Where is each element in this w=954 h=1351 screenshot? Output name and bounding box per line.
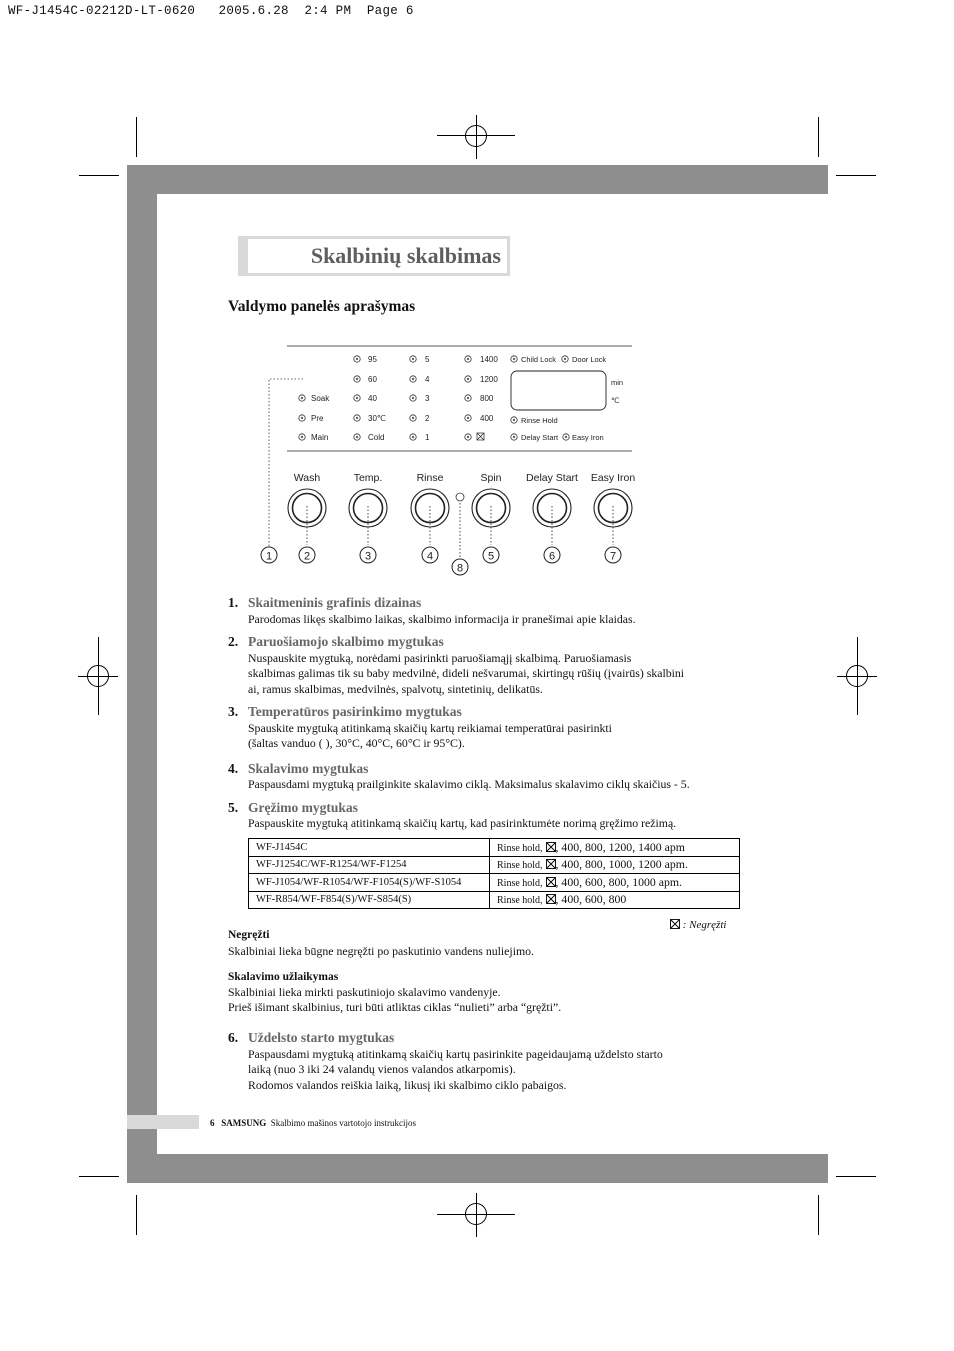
- crop-mark: [818, 117, 819, 157]
- table-row: [249, 856, 740, 874]
- indicator-led-dot: [565, 436, 567, 438]
- rinse-hold-label: Rinse Hold: [521, 416, 558, 425]
- rinse-option-label: 4: [425, 375, 430, 384]
- indicator-led-dot: [356, 417, 358, 419]
- section-4-text: Paspausdami mygtuką prailginkite skalavimo ciklą. Maksimalus skalavimo ciklų skaičius - 5.: [248, 777, 690, 791]
- table-cell-speeds: Rinse hold, , 400, 600, 800: [490, 891, 740, 909]
- indicator-led-dot: [412, 436, 414, 438]
- print-header: WF-J1454C-02212D-LT-0620 2005.6.28 2:4 PM Page 6: [8, 4, 414, 18]
- knob-label: Easy Iron: [590, 472, 636, 484]
- registration-mark-left: [78, 637, 118, 715]
- table-row: [249, 874, 740, 892]
- easy-iron-label: Easy Iron: [572, 433, 604, 442]
- indicator-led-dot: [356, 397, 358, 399]
- rinse-option-label: 1: [425, 433, 430, 442]
- indicator-led-dot: [564, 358, 566, 360]
- brand-name: SAMSUNG: [221, 1118, 267, 1128]
- table-cell-speeds: Rinse hold, , 400, 800, 1200, 1400 apm: [490, 839, 740, 857]
- table-cell-model: WF-J1254C/WF-R1254/WF-F1254: [249, 856, 490, 874]
- left-band: [127, 165, 157, 1183]
- temp-option-label: 95: [368, 355, 377, 364]
- section-1-heading: 1. Skaitmeninis grafinis dizainas: [228, 595, 422, 610]
- indicator-led-dot: [356, 378, 358, 380]
- callout-number: 4: [426, 550, 434, 563]
- display-unit-celsius: ℃: [611, 396, 620, 405]
- page-title: Skalbinių skalbimas: [310, 243, 501, 268]
- display-unit-min: min: [611, 378, 624, 387]
- indicator-led-dot: [467, 397, 469, 399]
- spin-option-label: 800: [480, 394, 494, 403]
- wash-option-label: Main: [311, 433, 329, 442]
- section-4-heading: 4. Skalavimo mygtukas: [228, 761, 369, 776]
- spin-option-label: 1200: [480, 375, 498, 384]
- table-cell-speeds: Rinse hold, , 400, 800, 1000, 1200 apm.: [490, 856, 740, 874]
- spin-option-label: 1400: [480, 355, 498, 364]
- section-5-text: Paspauskite mygtuką atitinkamą skaičių kartų, kad pasirinktumėte norimą gręžimo režimą.: [248, 816, 677, 830]
- temp-option-label: 60: [368, 375, 377, 384]
- section-title: Valdymo panelės aprašymas: [228, 298, 416, 315]
- table-row: [249, 839, 740, 857]
- knob-label: Delay Start: [526, 472, 578, 484]
- indicator-led-dot: [467, 436, 469, 438]
- table-cell-model: WF-J1054/WF-R1054/WF-F1054(S)/WF-S1054: [249, 874, 490, 892]
- no-spin-icon: [546, 875, 556, 889]
- section-2-text: Nuspauskite mygtuką, norėdami pasirinkti paruošiamąjį skalbimą. Paruošiamasis skalbimas galimas tik su baby medvilnė, dideli nešvarumai, skirtingų rūšių (įvairūs) skalbini ai, ramus skalbimas, medvilnės, spalvotų, sintetinių, delikatūs.: [248, 651, 685, 696]
- section-3-text: Spauskite mygtuką atitinkamą skaičių kartų reikiamai temperatūrai pasirinkti (šaltas vanduo ( ), 30°C, 40°C, 60°C ir 95°C).: [248, 721, 612, 751]
- note-no-spin-heading: Negręžti: [228, 929, 270, 941]
- wash-option-label: Pre: [311, 414, 324, 423]
- section-6-text: Paspausdami mygtuką atitinkamą skaičių kartų pasirinkite pageidaujamą uždelsto starto laiką (nuo 3 iki 24 valandų vienos valandos atkarpomis). Rodomos valandos reiškia laiką, likusį iki skalbimo ciklo pabaigos.: [248, 1047, 663, 1092]
- callout-number: 7: [609, 550, 617, 563]
- delay-start-label: Delay Start: [521, 433, 559, 442]
- knob-label: Rinse: [416, 472, 444, 484]
- no-spin-icon: [546, 840, 556, 854]
- callout-number: 6: [548, 550, 556, 563]
- wash-option-label: Soak: [311, 394, 330, 403]
- indicator-led-dot: [412, 358, 414, 360]
- rinse-option-label: 3: [425, 394, 430, 403]
- section-2-heading: 2. Paruošiamojo skalbimo mygtukas: [228, 634, 444, 649]
- section-5-heading: 5. Gręžimo mygtukas: [228, 800, 358, 815]
- bottom-band: [127, 1154, 828, 1183]
- footer-text: Skalbimo mašinos vartotojo instrukcijos: [270, 1118, 417, 1128]
- rinse-option-label: 2: [425, 414, 430, 423]
- indicator-led-dot: [467, 378, 469, 380]
- footer-bar: [127, 1115, 199, 1129]
- crop-mark: [136, 1195, 137, 1235]
- table-cell-speeds: Rinse hold, , 400, 600, 800, 1000 apm.: [490, 874, 740, 892]
- section-3-heading: 3. Temperatūros pasirinkimo mygtukas: [228, 704, 462, 719]
- callout-number: 2: [303, 550, 311, 563]
- page-footer: [210, 1118, 416, 1128]
- callout-number: 1: [265, 550, 273, 563]
- knob-label: Wash: [293, 472, 321, 484]
- indicator-led-dot: [412, 417, 414, 419]
- indicator-led-dot: [467, 417, 469, 419]
- control-panel-diagram: [255, 340, 650, 585]
- table-legend: : Negręžti: [670, 919, 726, 931]
- option-icon: [456, 493, 464, 501]
- indicator-led-dot: [513, 358, 515, 360]
- crop-mark: [136, 117, 137, 157]
- table-cell-model: WF-J1454C: [249, 839, 490, 857]
- rinse-option-label: 5: [425, 355, 430, 364]
- indicator-led-dot: [513, 436, 515, 438]
- section-6-heading: 6. Uždelsto starto mygtukas: [228, 1030, 395, 1045]
- crop-mark: [818, 1195, 819, 1235]
- note-rinse-hold-text: Skalbiniai lieka mirkti paskutiniojo skalavimo vandenyje. Prieš išimant skalbinius, turi būti atliktas ciklas “nulieti” arba “gręžti”.: [228, 985, 562, 1015]
- indicator-led-dot: [412, 378, 414, 380]
- spin-speed-table: [248, 838, 740, 909]
- registration-mark-bottom: [437, 1193, 515, 1237]
- crop-mark: [79, 175, 119, 176]
- callout-number: 8: [456, 562, 464, 575]
- table-cell-model: WF-R854/WF-F854(S)/WF-S854(S): [249, 891, 490, 909]
- indicator-led-dot: [467, 358, 469, 360]
- callout-number: 3: [364, 550, 372, 563]
- temp-option-label: 30℃: [368, 414, 386, 423]
- crop-mark: [836, 175, 876, 176]
- no-spin-icon: [546, 857, 556, 871]
- registration-mark-right: [837, 637, 877, 715]
- no-spin-icon: [670, 919, 680, 931]
- door-lock-label: Door Lock: [572, 355, 607, 364]
- table-row: [249, 891, 740, 909]
- indicator-led-dot: [301, 397, 303, 399]
- indicator-led-dot: [513, 419, 515, 421]
- knob-label: Spin: [480, 472, 502, 484]
- knob-label: Temp.: [353, 472, 383, 484]
- no-spin-icon-cross: [477, 433, 484, 440]
- section-1-text: Parodomas likęs skalbimo laikas, skalbimo informacija ir pranešimai apie klaidas.: [248, 612, 636, 626]
- indicator-led-dot: [356, 436, 358, 438]
- indicator-led-dot: [301, 436, 303, 438]
- child-lock-label: Child Lock: [521, 355, 557, 364]
- spin-option-label: 400: [480, 414, 494, 423]
- crop-mark: [79, 1176, 119, 1177]
- temp-option-label: Cold: [368, 433, 385, 442]
- page-number: 6: [210, 1118, 215, 1128]
- note-no-spin-text: Skalbiniai lieka būgne negręžti po paskutinio vandens nuliejimo.: [228, 944, 534, 958]
- note-rinse-hold-heading: Skalavimo užlaikymas: [228, 971, 339, 983]
- indicator-led-dot: [356, 358, 358, 360]
- digital-display: [511, 371, 606, 410]
- temp-option-label: 40: [368, 394, 377, 403]
- indicator-led-dot: [412, 397, 414, 399]
- callout-number: 5: [487, 550, 495, 563]
- indicator-led-dot: [301, 417, 303, 419]
- top-band: [127, 165, 828, 194]
- registration-mark-top: [437, 115, 515, 159]
- crop-mark: [836, 1176, 876, 1177]
- no-spin-icon: [546, 892, 556, 906]
